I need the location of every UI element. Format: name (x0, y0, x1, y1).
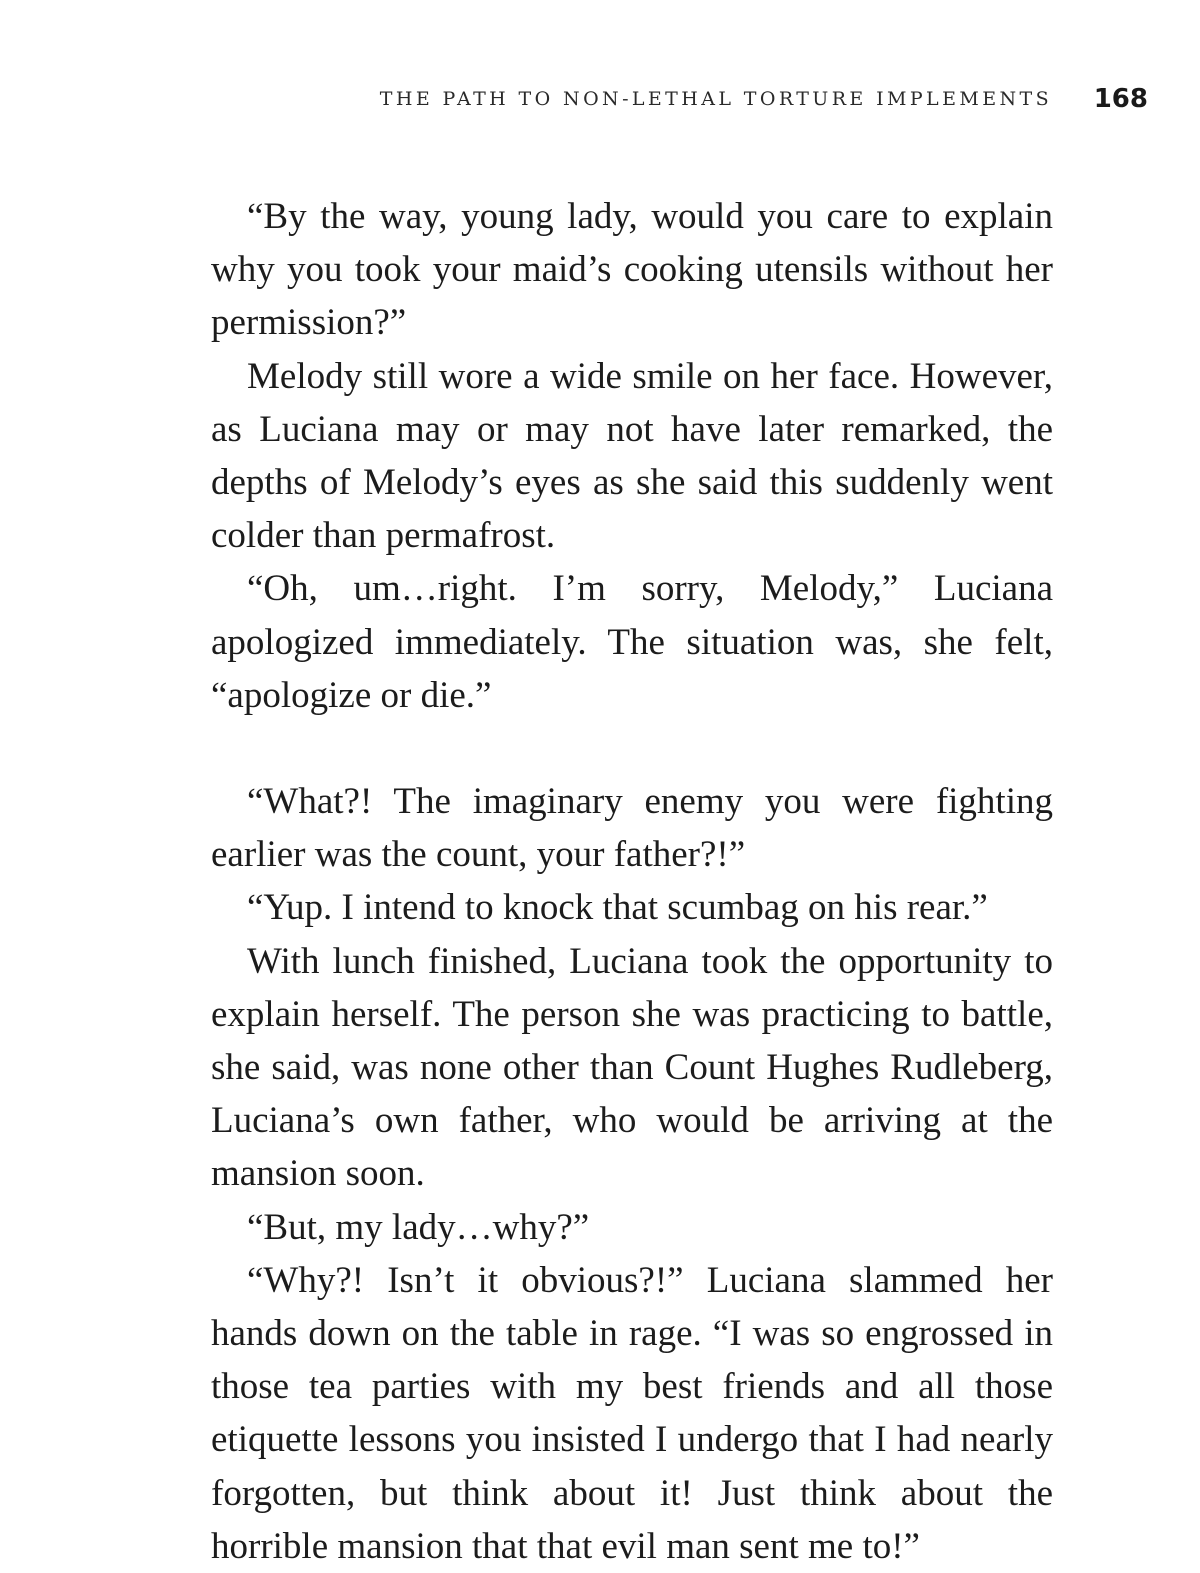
page-number: 168 (1093, 84, 1148, 114)
paragraph-7: “But, my lady…why?” (247, 1206, 590, 1248)
paragraph-2: Melody still wore a wide smile on her face. However, as Luciana may or may not have later remarked, the depths of Melody’s eyes as she said this suddenly went colder than permafrost. (211, 355, 1053, 557)
paragraph-5: “Yup. I intend to knock that scumbag on his rear.” (247, 887, 988, 929)
paragraph-3: “Oh, um…right. I’m sorry, Melody,” Luciana apologized immediately. The situation was, she felt, “apologize or die.” (211, 568, 1053, 716)
paragraph-4: “What?! The imaginary enemy you were fighting earlier was the count, your father?!” (211, 781, 1053, 876)
running-title: THE PATH TO NON-LETHAL TORTURE IMPLEMENTS (379, 88, 1052, 110)
paragraph-1: “By the way, young lady, would you care to explain why you took your maid’s cooking utensils without her permission?” (211, 196, 1053, 344)
running-head (0, 84, 1200, 116)
paragraph-6: With lunch finished, Luciana took the opportunity to explain herself. The person she was practicing to battle, she said, was none other than Count Hughes Rudleberg, Luciana’s own father, who would be arriving at the mansion soon. (211, 940, 1053, 1195)
paragraph-8: “Why?! Isn’t it obvious?!” Luciana slammed her hands down on the table in rage. “I was so engrossed in those tea parties with my best friends and all those etiquette lessons you insisted I undergo that I had nearly forgotten, but think about it! Just think about the horrible mansion that that evil man sent me to!” (211, 1259, 1053, 1567)
body-text (211, 190, 1053, 1573)
